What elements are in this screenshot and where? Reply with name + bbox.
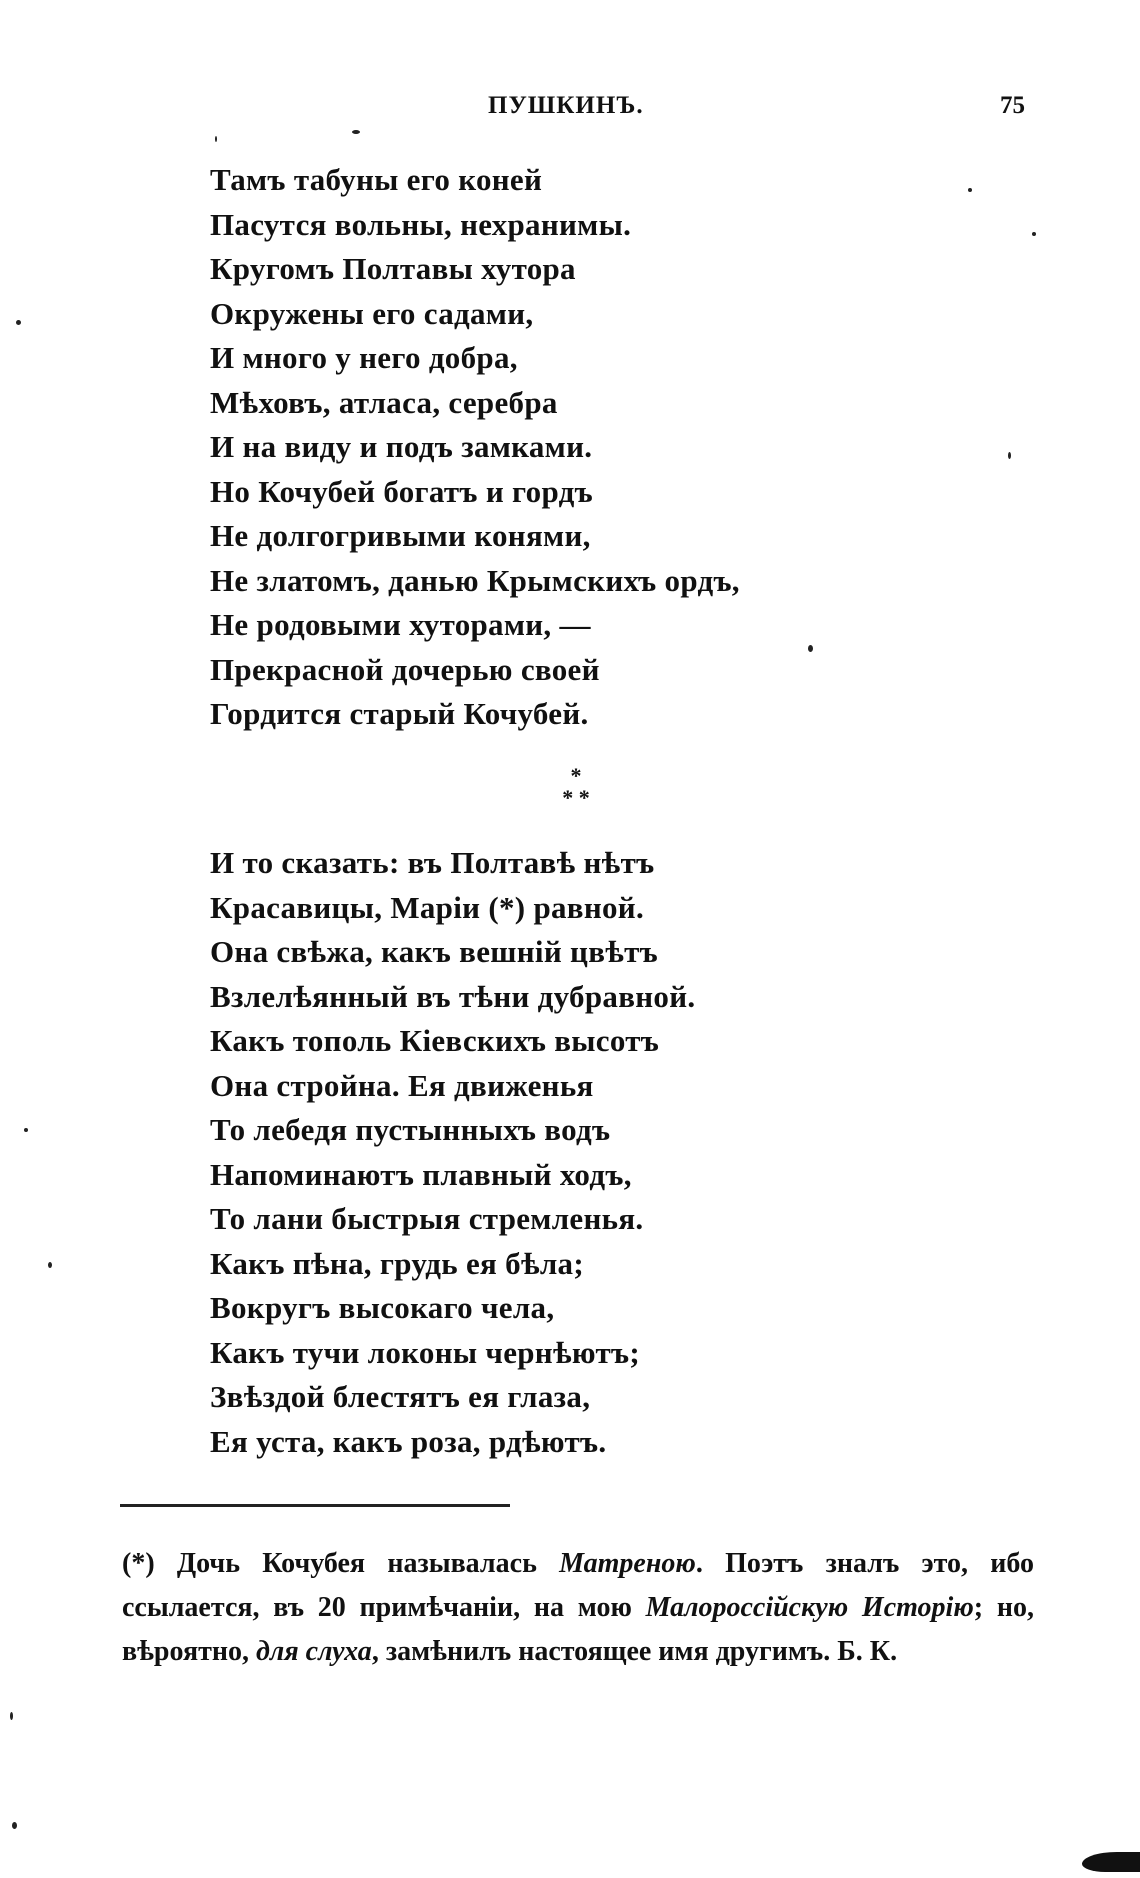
- footnote-rule: [120, 1504, 510, 1507]
- scan-speck: [968, 188, 972, 192]
- footnote-text: ; но, вѣроятно,: [122, 1592, 1034, 1667]
- verse-line: То лани быстрыя стремленья.: [210, 1201, 644, 1236]
- verse-line: Вокругъ высокаго чела,: [210, 1290, 555, 1325]
- verse-line: Какъ тучи локоны чернѣютъ;: [210, 1334, 640, 1370]
- page-number: 75: [1000, 92, 1025, 119]
- verse-line: И то сказать: въ Полтавѣ нѣтъ: [210, 845, 655, 880]
- scan-speck: [16, 320, 21, 325]
- footnote-italic-book-title: Малороссійскую Исторію: [645, 1592, 974, 1623]
- scan-speck: [352, 130, 360, 134]
- verse-line: Ея уста, какъ роза, рдѣютъ.: [210, 1423, 607, 1459]
- verse-line: Не златомъ, данью Крымскихъ ордъ,: [210, 562, 740, 598]
- verse-line: Она стройна. Ея движенья: [210, 1067, 594, 1103]
- verse-line: Звѣздой блестятъ ея глаза,: [210, 1379, 591, 1414]
- verse-line: Тамъ табуны его коней: [210, 162, 543, 197]
- verse-line: То лебедя пустынныхъ водъ: [210, 1112, 611, 1147]
- verse-line: Окружены его садами,: [210, 295, 534, 331]
- scan-speck: [808, 645, 813, 652]
- poem-stanza-1: [210, 158, 740, 737]
- verse-line: Красавицы, Маріи (*) равной.: [210, 889, 644, 925]
- scan-speck: [48, 1262, 52, 1268]
- asterism-bottom: * *: [562, 785, 590, 810]
- verse-line: Но Кочубей богатъ и гордъ: [210, 473, 593, 509]
- scan-speck: [1008, 452, 1011, 459]
- running-title: ПУШКИНЪ.: [488, 92, 644, 119]
- verse-line: И на виду и подъ замками.: [210, 429, 593, 464]
- scan-speck: [10, 1712, 13, 1720]
- footnote-text: (*) Дочь Кочубея называлась: [122, 1548, 560, 1579]
- verse-line: Прекрасной дочерью своей: [210, 651, 600, 687]
- footnote-text: , замѣнилъ настоящее имя другимъ. Б. К.: [371, 1636, 898, 1667]
- verse-line: Мѣховъ, атласа, серебра: [210, 384, 558, 420]
- verse-line: Напоминаютъ плавный ходъ,: [210, 1156, 632, 1192]
- verse-line: Гордится старый Кочубей.: [210, 696, 589, 731]
- footnote-italic-name: Матреною: [559, 1548, 696, 1579]
- section-divider-asterism: [556, 765, 596, 809]
- asterism-top: *: [570, 763, 582, 788]
- verse-line: Она свѣжа, какъ вешній цвѣтъ: [210, 934, 659, 969]
- scan-speck: [1032, 232, 1036, 236]
- scan-speck: [215, 136, 217, 142]
- verse-line: Пасутся вольны, нехранимы.: [210, 206, 632, 242]
- verse-line: И много у него добра,: [210, 340, 518, 375]
- verse-line: Какъ пѣна, грудь ея бѣла;: [210, 1245, 584, 1281]
- scan-speck: [24, 1128, 28, 1132]
- verse-line: Не долгогривыми конями,: [210, 518, 591, 553]
- verse-line: Кругомъ Полтавы хутора: [210, 251, 576, 286]
- footnote-text: . Поэтъ зналъ это, ибо ссылается, въ 20 примѣчаніи, на мою: [122, 1548, 1034, 1623]
- footnote: [122, 1542, 1034, 1674]
- footnote-italic-phrase: для слуха: [256, 1636, 372, 1667]
- poem-stanza-2: [210, 841, 695, 1464]
- verse-line: Какъ тополь Кіевскихъ высотъ: [210, 1023, 660, 1058]
- scan-ink-blot: [1082, 1852, 1140, 1872]
- scan-speck: [12, 1822, 17, 1829]
- verse-line: Не родовыми хуторами, —: [210, 607, 591, 642]
- verse-line: Взлелѣянный въ тѣни дубравной.: [210, 978, 696, 1014]
